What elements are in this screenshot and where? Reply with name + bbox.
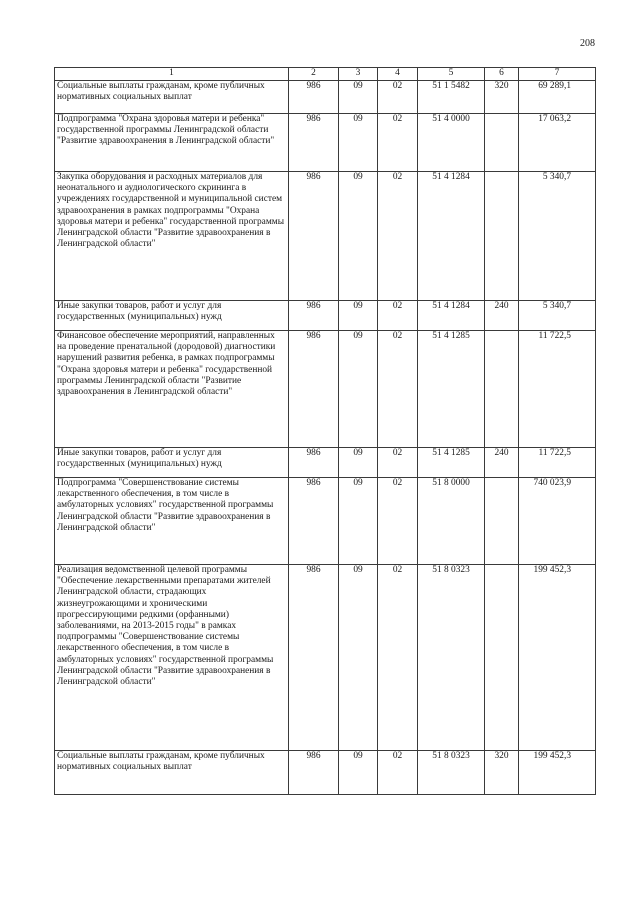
header-col-6: 6 [485,68,519,81]
row-section: 09 [339,751,378,795]
row-target: 51 4 0000 [418,114,485,172]
table-row [55,448,596,478]
row-amount: 69 289,1 [519,81,596,114]
row-expense-type [485,565,519,751]
row-expense-type: 320 [485,81,519,114]
row-amount: 5 340,7 [519,301,596,331]
row-ministry: 986 [289,751,339,795]
table-row [55,172,596,301]
row-target: 51 8 0323 [418,751,485,795]
header-col-5: 5 [418,68,485,81]
table-row [55,301,596,331]
row-name: Иные закупки товаров, работ и услуг для государственных (муниципальных) нужд [55,448,289,478]
row-section: 09 [339,448,378,478]
row-subsection: 02 [378,81,418,114]
row-amount: 17 063,2 [519,114,596,172]
row-ministry: 986 [289,478,339,565]
header-col-2: 2 [289,68,339,81]
row-amount: 199 452,3 [519,565,596,751]
row-section: 09 [339,331,378,448]
row-amount: 11 722,5 [519,448,596,478]
row-amount: 5 340,7 [519,172,596,301]
row-section: 09 [339,114,378,172]
table-row [55,478,596,565]
row-ministry: 986 [289,81,339,114]
row-name: Подпрограмма "Охрана здоровья матери и ребенка" государственной программы Ленинградской области "Развитие здравоохранения в Ленинградской области" [55,114,289,172]
row-expense-type: 240 [485,448,519,478]
row-amount: 740 023,9 [519,478,596,565]
row-name: Закупка оборудования и расходных материалов для неонатального и аудиологического скрининга в учреждениях государственной и муниципальной систем здравоохранения в рамках подпрограммы "Охрана здоровья матери и ребенка" государственной программы Ленинградской области "Развитие здравоохранения в Ленинградской области" [55,172,289,301]
row-subsection: 02 [378,751,418,795]
header-col-4: 4 [378,68,418,81]
row-section: 09 [339,478,378,565]
header-col-7: 7 [519,68,596,81]
row-amount: 199 452,3 [519,751,596,795]
row-subsection: 02 [378,114,418,172]
row-subsection: 02 [378,331,418,448]
table-row [55,114,596,172]
table-row [55,565,596,751]
header-col-1: 1 [55,68,289,81]
row-section: 09 [339,565,378,751]
budget-table [54,67,596,795]
row-target: 51 8 0323 [418,565,485,751]
row-name: Социальные выплаты гражданам, кроме публичных нормативных социальных выплат [55,751,289,795]
row-subsection: 02 [378,172,418,301]
row-expense-type [485,331,519,448]
row-name: Реализация ведомственной целевой программы "Обеспечение лекарственными препаратами жителей Ленинградской области, страдающих жизнеугрожающими и хроническими прогрессирующими редкими (орфанными) заболеваниями, на 2013-2015 годы" в рамках подпрограммы "Совершенствование системы лекарственного обеспечения, в том числе в амбулаторных условиях" государственной программы Ленинградской области "Развитие здравоохранения в Ленинградской области" [55,565,289,751]
row-ministry: 986 [289,172,339,301]
header-col-3: 3 [339,68,378,81]
row-name: Финансовое обеспечение мероприятий, направленных на проведение пренатальной (дородовой) диагностики нарушений развития ребенка, в рамках подпрограммы "Охрана здоровья матери и ребенка" государственной программы Ленинградской области "Развитие здравоохранения в Ленинградской области" [55,331,289,448]
row-ministry: 986 [289,301,339,331]
row-target: 51 1 5482 [418,81,485,114]
row-name: Иные закупки товаров, работ и услуг для государственных (муниципальных) нужд [55,301,289,331]
row-ministry: 986 [289,114,339,172]
row-expense-type: 240 [485,301,519,331]
table-row [55,81,596,114]
table-row [55,331,596,448]
row-target: 51 4 1285 [418,448,485,478]
row-section: 09 [339,172,378,301]
row-ministry: 986 [289,331,339,448]
row-section: 09 [339,81,378,114]
row-target: 51 4 1285 [418,331,485,448]
row-name: Социальные выплаты гражданам, кроме публичных нормативных социальных выплат [55,81,289,114]
page-number: 208 [580,38,595,49]
row-expense-type [485,172,519,301]
row-expense-type [485,478,519,565]
row-target: 51 4 1284 [418,301,485,331]
row-subsection: 02 [378,478,418,565]
row-subsection: 02 [378,448,418,478]
row-ministry: 986 [289,448,339,478]
row-section: 09 [339,301,378,331]
header-row [55,68,596,81]
row-amount: 11 722,5 [519,331,596,448]
row-ministry: 986 [289,565,339,751]
row-target: 51 4 1284 [418,172,485,301]
table-row [55,751,596,795]
row-name: Подпрограмма "Совершенствование системы лекарственного обеспечения, в том числе в амбулаторных условиях" государственной программы Ленинградской области "Развитие здравоохранения в Ленинградской области" [55,478,289,565]
row-target: 51 8 0000 [418,478,485,565]
row-expense-type [485,114,519,172]
row-subsection: 02 [378,565,418,751]
row-expense-type: 320 [485,751,519,795]
row-subsection: 02 [378,301,418,331]
